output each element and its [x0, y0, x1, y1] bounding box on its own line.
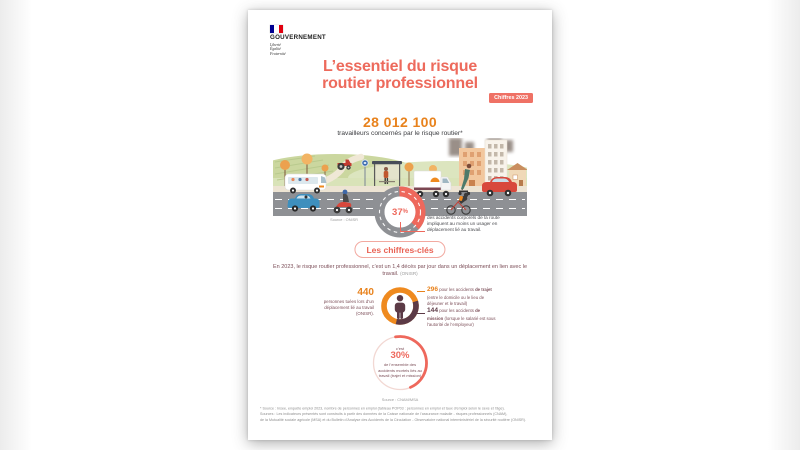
footnote-line: de la Mutualité sociale agricole (MSA) et du Bulletin d’Analyse des Accidents de la Circulation - Observatoire national interministériel de la sécurité routière (ONISR). [260, 417, 527, 423]
mortal-donut-text [378, 346, 422, 378]
workers-caption: travailleurs concernés par le risque routier* [337, 130, 463, 137]
accidents-pct-sign: % [402, 209, 408, 215]
trajet-text-after: (entre le domicile ou le lieu de déjeuner et le travail) [427, 294, 485, 306]
key-figures-pill: Les chiffres-clés [354, 241, 445, 258]
intro-source: (ONISR) [400, 271, 418, 277]
mission-stat [427, 307, 497, 327]
mortal-lead: c’est [395, 346, 405, 351]
motto-line: Égalité [270, 47, 281, 52]
mortal-caption: de l’ensemble des accidents mortels liés au travail (trajet et mission) [378, 362, 422, 378]
mortal-value: 30% [390, 350, 410, 361]
trajet-connector-line [417, 291, 425, 292]
mission-text: pour les accidents [439, 308, 474, 313]
source-cnam-msa: Source : CNAM/MSA [381, 397, 419, 402]
person-donut [378, 284, 422, 328]
french-flag-icon [270, 25, 283, 33]
logo-motto [270, 43, 326, 58]
trajet-stat [427, 286, 497, 306]
workers-count: 28 012 100 [362, 114, 438, 130]
killed-stat [312, 287, 374, 317]
accidents-donut-caption: des accidents corporels de la route impliquent au moins un usager en déplacement lié au travail. [427, 215, 500, 233]
trajet-number: 296 [427, 286, 439, 293]
logo-brand-text: GOUVERNEMENT [270, 34, 326, 41]
footnote-line: * Source : Insee, enquête emploi 2023, nombre de personnes en emploi (tableau POP03 : personnes en emploi et taux d’emploi selon le sexe et l’âge). [260, 406, 505, 411]
killed-caption: personnes tuées lors d’un déplacement lié au travail (ONISR). [323, 299, 374, 316]
title-line-1: L’essentiel du risque [322, 58, 478, 75]
donut-connector-line [400, 222, 425, 232]
trajet-bold: de trajet [475, 287, 492, 292]
page-title [248, 59, 552, 93]
trajet-text: pour les accidents [439, 287, 474, 292]
source-onisr: Source : ONISR [330, 217, 358, 222]
killed-split-donut-chart [378, 284, 422, 328]
footnote-line: Sources : Les indicateurs présentés sont construits à partir des données de la Caisse nationale de l’assurance maladie - risques professionnels (CNAM), [260, 412, 508, 417]
person-icon [395, 295, 405, 319]
gouvernement-logo [270, 25, 326, 57]
title-line-2: routier professionnel [322, 74, 478, 92]
footnote [260, 406, 542, 432]
mission-bold: de mission [427, 308, 481, 321]
mission-text-after: (lorsque le salarié est sous l’autorité de l’employeur) [427, 315, 496, 327]
killed-number: 440 [357, 287, 374, 298]
year-badge: Chiffres 2023 [489, 93, 533, 103]
motto-line: Fraternité [270, 52, 286, 57]
infographic-page [248, 10, 552, 440]
mission-number: 144 [427, 307, 439, 314]
mission-connector-line [415, 313, 425, 314]
intro-text: En 2023, le risque routier professionnel, c’est un 1,4 décès par jour dans un déplacement en lien avec le travail. [272, 264, 528, 278]
accidents-pct-number: 37 [392, 206, 403, 218]
key-figures-intro [270, 264, 530, 279]
motto-line: Liberté [270, 42, 281, 47]
